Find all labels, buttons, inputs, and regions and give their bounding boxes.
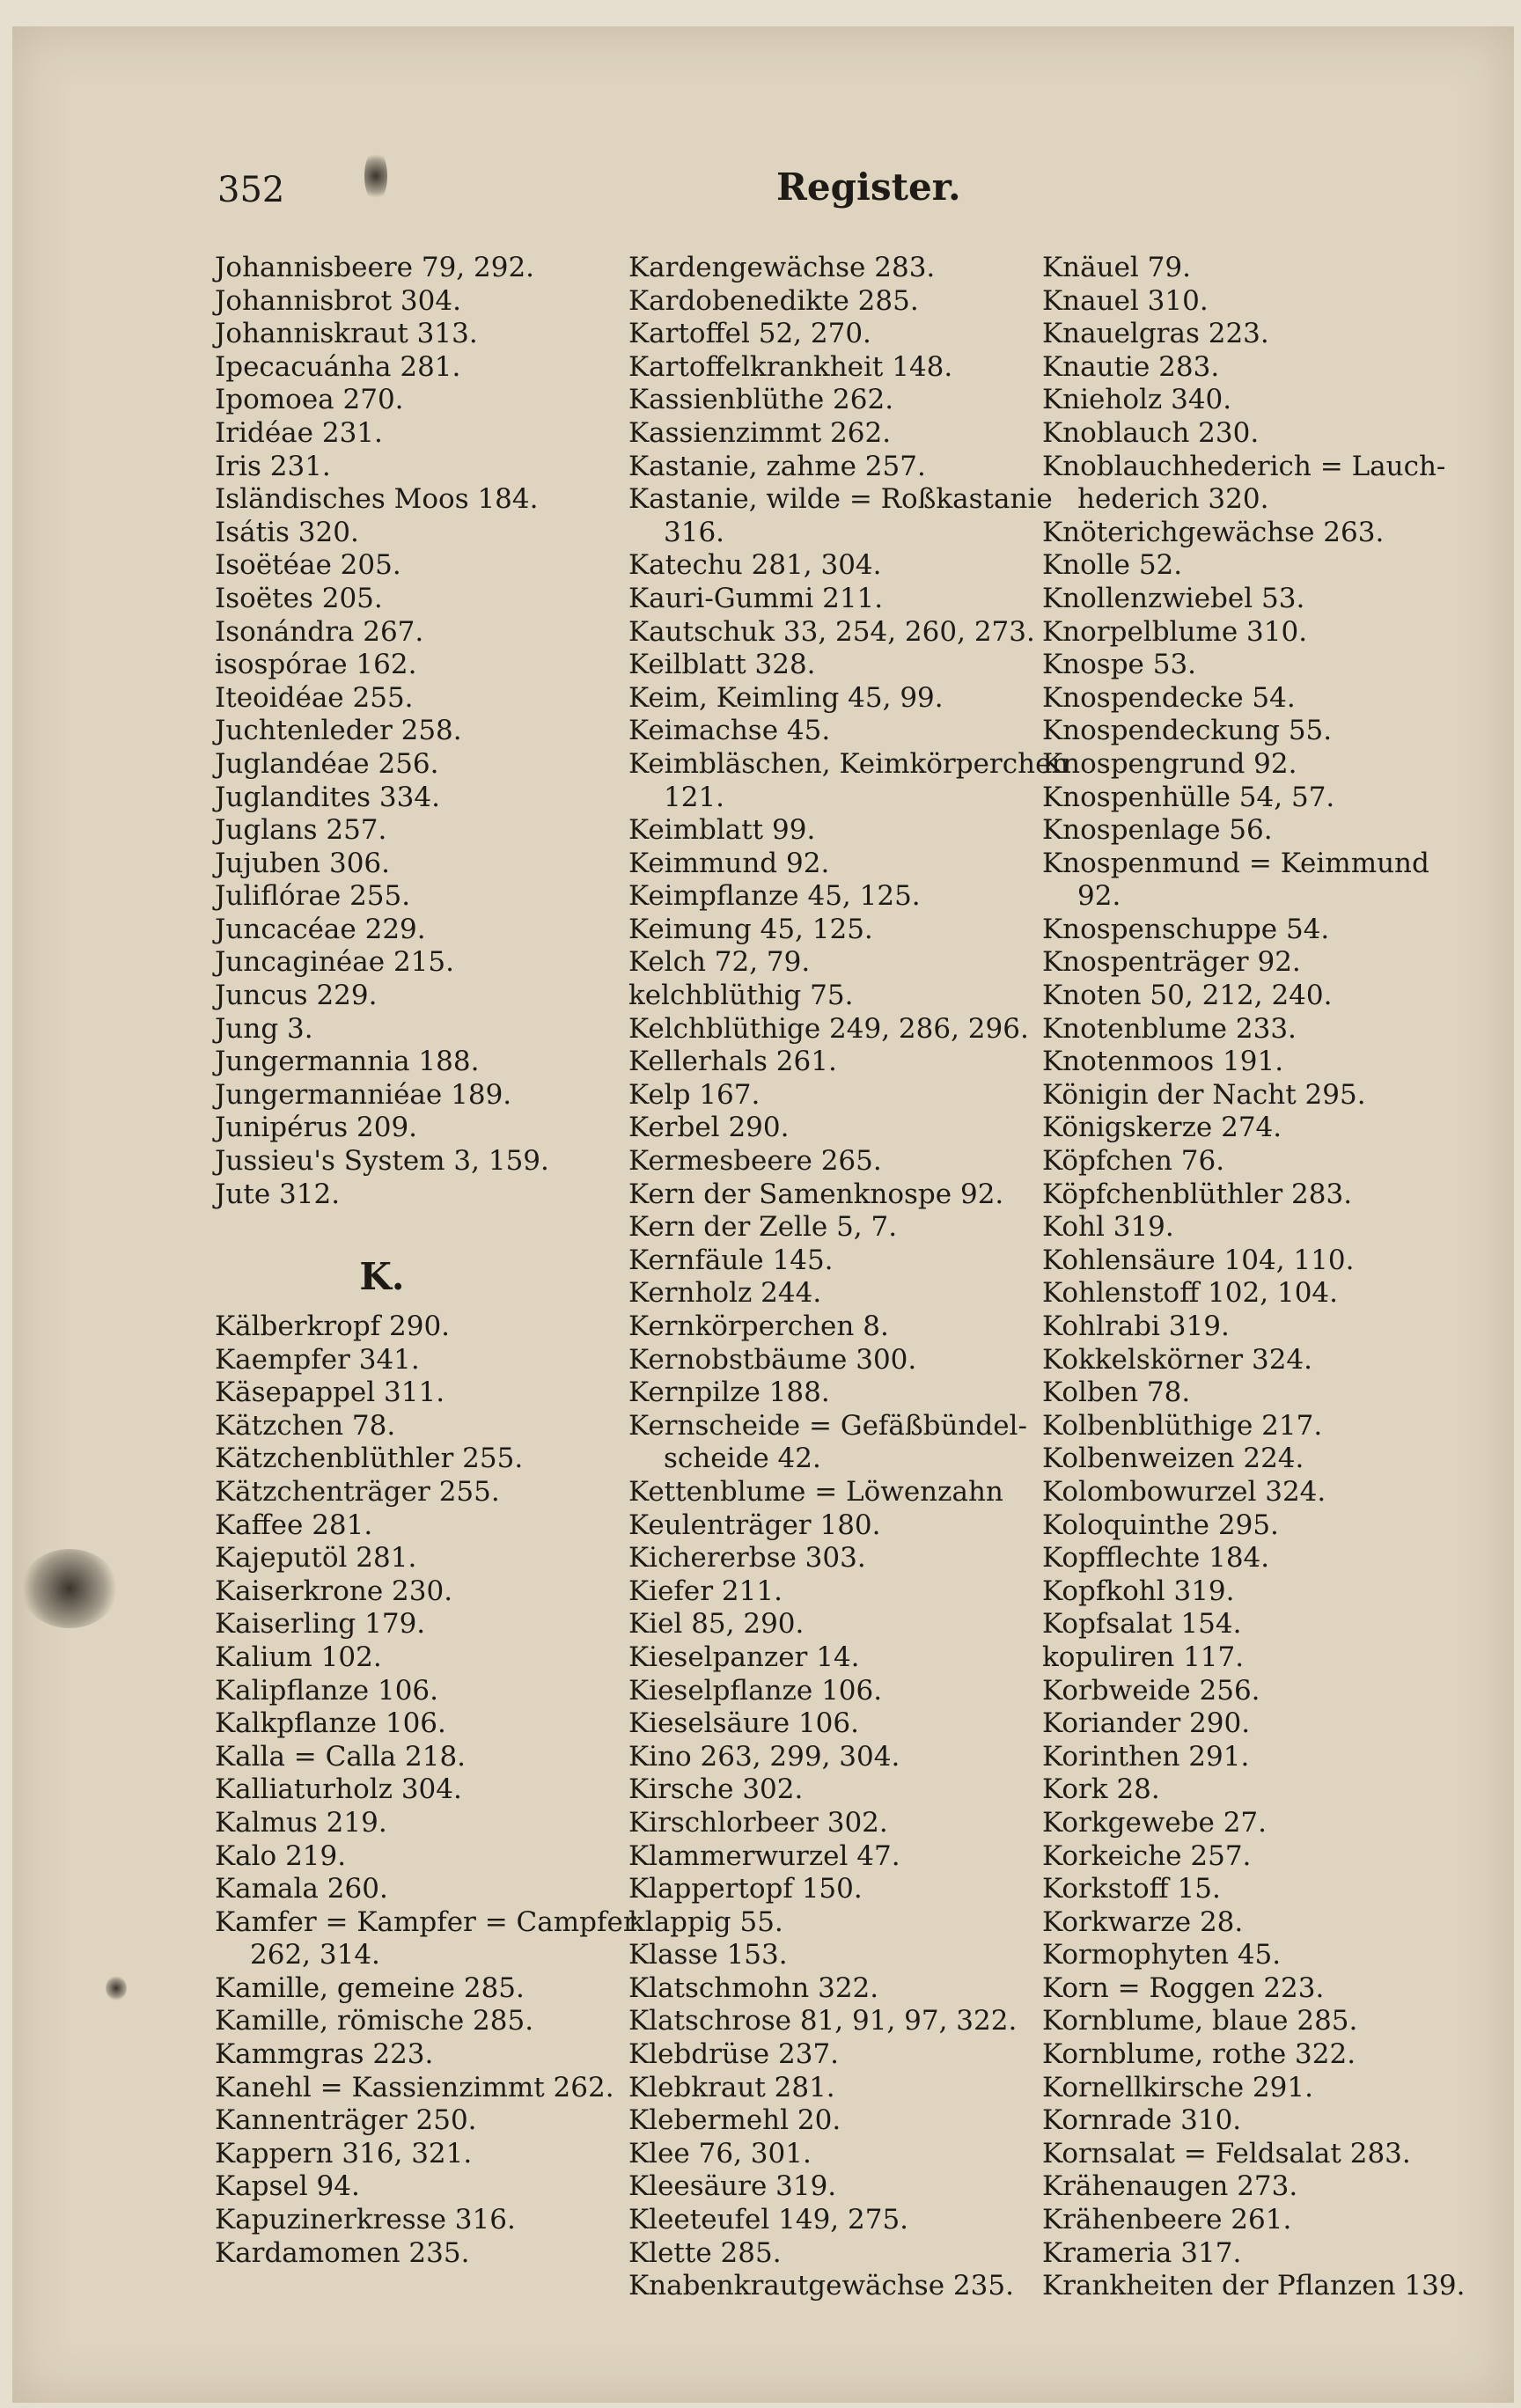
index-entry: Kernkörperchen 8. <box>628 1310 889 1342</box>
index-entry: Knoblauchhederich = Lauch- <box>1042 450 1446 482</box>
index-entry: Knauel 310. <box>1042 284 1209 317</box>
index-entry: Korinthen 291. <box>1042 1740 1250 1773</box>
index-entry: Isoëtéae 205. <box>215 549 401 582</box>
index-entry: Kiefer 211. <box>628 1575 783 1607</box>
index-entry: Kornblume, blaue 285. <box>1042 2005 1358 2037</box>
index-entry: Kornblume, rothe 322. <box>1042 2038 1356 2071</box>
index-entry: Kerbel 290. <box>628 1112 790 1144</box>
index-entry: Klette 285. <box>628 2236 782 2269</box>
index-entry: Knospenschuppe 54. <box>1042 913 1330 945</box>
index-entry: Kolombowurzel 324. <box>1042 1475 1326 1508</box>
index-entry: Kokkelskörner 324. <box>1042 1343 1313 1376</box>
index-entry: Köpfchenblüthler 283. <box>1042 1178 1353 1210</box>
index-entry: Kernscheide = Gefäßbündel- <box>628 1409 1027 1442</box>
index-entry: Jujuben 306. <box>215 847 391 879</box>
index-entry: Juglandéae 256. <box>215 747 439 780</box>
index-entry: Jute 312. <box>215 1178 341 1210</box>
index-entry: Klammerwurzel 47. <box>628 1839 900 1872</box>
index-entry: Kornellkirsche 291. <box>1042 2071 1313 2103</box>
index-entry: Kohlrabi 319. <box>1042 1310 1230 1342</box>
index-entry: Kellerhals 261. <box>628 1046 837 1078</box>
index-entry: Kornsalat = Feldsalat 283. <box>1042 2137 1411 2169</box>
index-entry: Krähenbeere 261. <box>1042 2204 1292 2236</box>
index-entry: Kamfer = Kampfer = Campfer <box>215 1905 636 1938</box>
index-entry: Kino 263, 299, 304. <box>628 1740 900 1773</box>
index-entry: Knospendeckung 55. <box>1042 715 1333 747</box>
index-entry-continuation: 92. <box>1077 880 1121 913</box>
index-entry: Iris 231. <box>215 450 331 482</box>
index-entry: Korkeiche 257. <box>1042 1839 1252 1872</box>
index-entry-continuation: scheide 42. <box>664 1443 821 1475</box>
index-entry: isospórae 162. <box>215 649 417 681</box>
index-entry: Klatschrose 81, 91, 97, 322. <box>628 2005 1018 2037</box>
index-entry: Klappertopf 150. <box>628 1873 863 1905</box>
index-entry: Korkgewebe 27. <box>1042 1806 1268 1839</box>
index-entry: Kaiserkrone 230. <box>215 1575 453 1607</box>
index-entry: Kohlenstoff 102, 104. <box>1042 1277 1338 1310</box>
index-entry: Knäuel 79. <box>1042 252 1191 283</box>
index-entry: Königskerze 274. <box>1042 1112 1282 1144</box>
index-entry: Keimmund 92. <box>628 847 830 879</box>
index-entry: Kaempfer 341. <box>215 1343 420 1376</box>
index-entry: Ipecacuánha 281. <box>215 350 461 383</box>
index-entry: Johannisbeere 79, 292. <box>215 252 535 283</box>
index-entry: Korn = Roggen 223. <box>1042 1971 1325 2004</box>
index-entry: Kormophyten 45. <box>1042 1939 1282 1971</box>
index-entry: Klebkraut 281. <box>628 2071 835 2103</box>
index-entry: Keim, Keimling 45, 99. <box>628 681 944 714</box>
index-entry: Kassienblüthe 262. <box>628 384 894 416</box>
index-entry: Knoblauch 230. <box>1042 416 1260 449</box>
index-entry: Juncacéae 229. <box>215 913 426 945</box>
index-entry: Kopfsalat 154. <box>1042 1608 1242 1641</box>
index-entry: Kelchblüthige 249, 286, 296. <box>628 1012 1029 1045</box>
index-entry: Jung 3. <box>215 1012 313 1045</box>
index-entry: Kermesbeere 265. <box>628 1145 882 1178</box>
index-entry: Kirsche 302. <box>628 1773 804 1806</box>
index-entry: Knotenblume 233. <box>1042 1012 1297 1045</box>
index-entry: Keulenträger 180. <box>628 1509 881 1541</box>
index-entry: Kauri-Gummi 211. <box>628 582 884 614</box>
index-entry: Krankheiten der Pflanzen 139. <box>1042 2270 1466 2302</box>
index-entry: Kieselpflanze 106. <box>628 1674 883 1707</box>
index-entry: Kettenblume = Löwenzahn <box>628 1475 1003 1508</box>
index-entry-continuation: 121. <box>664 781 725 813</box>
index-entry: Klatschmohn 322. <box>628 1971 879 2004</box>
index-entry: Jussieu's System 3, 159. <box>215 1145 549 1178</box>
index-entry: Iteoidéae 255. <box>215 681 414 714</box>
page-number: 352 <box>217 170 285 210</box>
index-entry: Kopfkohl 319. <box>1042 1575 1235 1607</box>
index-entry: Kern der Zelle 5, 7. <box>628 1211 898 1244</box>
index-entry: Koriander 290. <box>1042 1707 1251 1740</box>
index-entry: Kalkpflanze 106. <box>215 1707 446 1740</box>
index-entry: Knöterichgewächse 263. <box>1042 516 1385 548</box>
index-entry-continuation: 316. <box>664 516 725 548</box>
index-entry: Korbweide 256. <box>1042 1674 1260 1707</box>
index-entry: Juncaginéae 215. <box>215 946 454 979</box>
index-entry: Keimpflanze 45, 125. <box>628 880 921 913</box>
index-entry: Kautschuk 33, 254, 260, 273. <box>628 615 1035 648</box>
index-entry: Kernfäule 145. <box>628 1244 834 1276</box>
index-entry: Iridéae 231. <box>215 416 383 449</box>
index-entry: Jungermanniéae 189. <box>215 1078 512 1111</box>
index-entry: Kolben 78. <box>1042 1377 1191 1409</box>
index-entry: Kirschlorbeer 302. <box>628 1806 888 1839</box>
index-entry: Königin der Nacht 295. <box>1042 1078 1366 1111</box>
index-entry: Kälberkropf 290. <box>215 1310 451 1343</box>
index-entry: Isátis 320. <box>215 516 359 548</box>
index-entry: kelchblüthig 75. <box>628 980 854 1012</box>
index-entry: Kalo 219. <box>215 1839 347 1872</box>
index-entry: Klebdrüse 237. <box>628 2038 840 2071</box>
index-entry: Kleeteufel 149, 275. <box>628 2204 909 2236</box>
index-entry: Kelch 72, 79. <box>628 946 811 979</box>
index-entry: Kichererbse 303. <box>628 1542 866 1575</box>
section-letter: K. <box>359 1255 405 1299</box>
index-entry-continuation: 262, 314. <box>250 1939 380 1971</box>
index-entry: Kapuzinerkresse 316. <box>215 2204 516 2236</box>
index-entry: Kieselpanzer 14. <box>628 1641 860 1673</box>
index-entry: Krähenaugen 273. <box>1042 2170 1298 2203</box>
running-title: Register. <box>776 165 961 209</box>
index-entry: Juliflórae 255. <box>215 880 411 913</box>
index-entry: Juglandites 334. <box>215 781 440 813</box>
index-entry: Kelp 167. <box>628 1078 760 1111</box>
index-entry: Kätzchenträger 255. <box>215 1475 500 1508</box>
index-entry: Kappern 316, 321. <box>215 2137 473 2169</box>
index-entry: Korkwarze 28. <box>1042 1905 1244 1938</box>
index-entry: Knospenträger 92. <box>1042 946 1301 979</box>
index-entry: Kernholz 244. <box>628 1277 822 1310</box>
index-entry: Keimung 45, 125. <box>628 913 873 945</box>
index-entry: Kaiserling 179. <box>215 1608 426 1641</box>
index-entry: Juncus 229. <box>215 980 378 1012</box>
index-entry: Knospendecke 54. <box>1042 681 1296 714</box>
index-entry: Johannisbrot 304. <box>215 284 461 317</box>
index-column-3 <box>1042 252 1482 2303</box>
index-entry: Knabenkrautgewächse 235. <box>628 2270 1014 2302</box>
index-entry: Kalipflanze 106. <box>215 1674 438 1707</box>
index-entry: Keilblatt 328. <box>628 649 816 681</box>
index-entry: Kanehl = Kassienzimmt 262. <box>215 2071 614 2103</box>
index-entry: Keimachse 45. <box>628 715 831 747</box>
index-entry: Kamille, römische 285. <box>215 2005 534 2037</box>
index-entry: Knautie 283. <box>1042 350 1220 383</box>
index-entry: Kastanie, wilde = Roßkastanie <box>628 483 1053 516</box>
index-entry: Knauelgras 223. <box>1042 318 1269 350</box>
index-entry: Kohl 319. <box>1042 1211 1174 1244</box>
index-entry: Köpfchen 76. <box>1042 1145 1225 1178</box>
index-entry: Knoten 50, 212, 240. <box>1042 980 1333 1012</box>
index-entry: Knospenlage 56. <box>1042 814 1273 847</box>
index-entry: Kork 28. <box>1042 1773 1160 1806</box>
index-entry: Knorpelblume 310. <box>1042 615 1308 648</box>
index-entry: Knospenhülle 54, 57. <box>1042 781 1335 813</box>
ink-blot-small <box>106 1976 127 2001</box>
index-entry: Koloquinthe 295. <box>1042 1509 1279 1541</box>
index-entry: Isoëtes 205. <box>215 582 383 614</box>
index-entry: Katechu 281, 304. <box>628 549 882 582</box>
index-entry: Klebermehl 20. <box>628 2104 841 2137</box>
index-entry: Johanniskraut 313. <box>215 318 478 350</box>
index-entry: Kiel 85, 290. <box>628 1608 805 1641</box>
index-entry: Kannenträger 250. <box>215 2104 477 2137</box>
index-entry: Kalmus 219. <box>215 1806 387 1839</box>
ink-blot-top <box>364 150 387 202</box>
index-entry: Kardengewächse 283. <box>628 252 936 283</box>
index-entry: Keimbläschen, Keimkörperchen <box>628 747 1069 780</box>
index-entry: Juglans 257. <box>215 814 387 847</box>
index-entry: Kamille, gemeine 285. <box>215 1971 525 2004</box>
index-entry: Kamala 260. <box>215 1873 388 1905</box>
index-entry: Kammgras 223. <box>215 2038 434 2071</box>
index-entry: Isländisches Moos 184. <box>215 483 539 516</box>
index-entry-continuation: hederich 320. <box>1077 483 1269 516</box>
index-entry: Juchtenleder 258. <box>215 715 462 747</box>
index-entry: Keimblatt 99. <box>628 814 816 847</box>
index-entry: Kalla = Calla 218. <box>215 1740 467 1773</box>
index-entry: Kern der Samenknospe 92. <box>628 1178 1004 1210</box>
index-entry: Kardamomen 235. <box>215 2236 470 2269</box>
index-entry: Kastanie, zahme 257. <box>628 450 926 482</box>
index-entry: klappig 55. <box>628 1905 783 1938</box>
index-entry: Kätzchen 78. <box>215 1409 396 1442</box>
ink-blot-left <box>21 1549 118 1628</box>
index-entry: Junipérus 209. <box>215 1112 418 1144</box>
index-entry: Kolbenweizen 224. <box>1042 1443 1304 1475</box>
index-entry: Kolbenblüthige 217. <box>1042 1409 1323 1442</box>
index-entry: Kassienzimmt 262. <box>628 416 892 449</box>
index-entry: Kopfflechte 184. <box>1042 1542 1270 1575</box>
index-entry: Knollenzwiebel 53. <box>1042 582 1305 614</box>
index-entry: Knieholz 340. <box>1042 384 1232 416</box>
index-entry: Kätzchenblüthler 255. <box>215 1443 524 1475</box>
page-header <box>12 26 1514 246</box>
index-entry: Kleesäure 319. <box>628 2170 837 2203</box>
index-entry: Kieselsäure 106. <box>628 1707 859 1740</box>
index-entry: Kartoffel 52, 270. <box>628 318 871 350</box>
index-entry: Klee 76, 301. <box>628 2137 812 2169</box>
index-entry: Kernobstbäume 300. <box>628 1343 917 1376</box>
index-entry: Kalium 102. <box>215 1641 382 1673</box>
index-entry: Knospe 53. <box>1042 649 1197 681</box>
index-entry: Käsepappel 311. <box>215 1377 445 1409</box>
index-entry: Jungermannia 188. <box>215 1046 480 1078</box>
index-entry: Knospengrund 92. <box>1042 747 1297 780</box>
index-column-2 <box>628 252 1069 2303</box>
index-entry: Klasse 153. <box>628 1939 788 1971</box>
index-entry: Kartoffelkrankheit 148. <box>628 350 953 383</box>
index-entry: Kajeputöl 281. <box>215 1542 417 1575</box>
index-entry: Kornrade 310. <box>1042 2104 1242 2137</box>
index-entry: Kernpilze 188. <box>628 1377 830 1409</box>
index-entry: Knospenmund = Keimmund <box>1042 847 1429 879</box>
index-entry: Knolle 52. <box>1042 549 1183 582</box>
index-column-1 <box>215 252 636 2270</box>
index-entry: kopuliren 117. <box>1042 1641 1245 1673</box>
index-entry: Korkstoff 15. <box>1042 1873 1221 1905</box>
index-entry: Kohlensäure 104, 110. <box>1042 1244 1355 1276</box>
book-page <box>12 26 1514 2403</box>
index-entry: Kaffee 281. <box>215 1509 373 1541</box>
index-entry: Krameria 317. <box>1042 2236 1242 2269</box>
index-entry: Kapsel 94. <box>215 2170 360 2203</box>
index-entry: Kardobenedikte 285. <box>628 284 919 317</box>
index-entry: Knotenmoos 191. <box>1042 1046 1284 1078</box>
index-entry: Isonándra 267. <box>215 615 424 648</box>
index-entry: Kalliaturholz 304. <box>215 1773 462 1806</box>
index-entry: Ipomoea 270. <box>215 384 404 416</box>
